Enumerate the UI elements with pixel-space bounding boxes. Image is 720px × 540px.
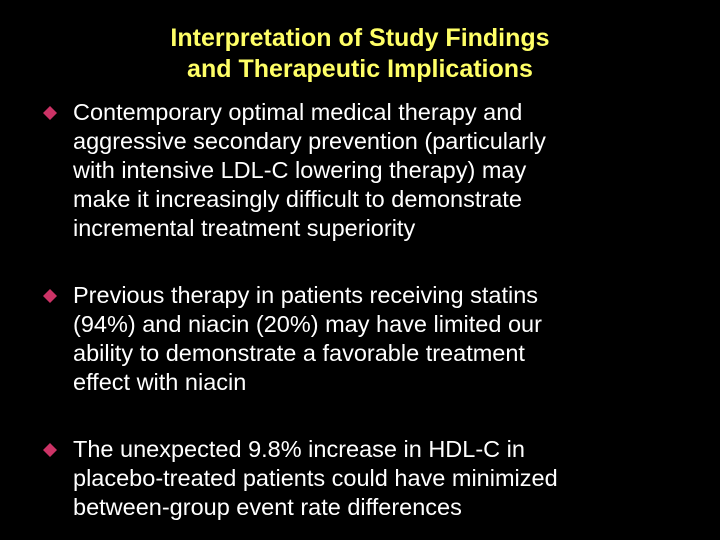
- bullet-text-line: (94%) and niacin (20%) may have limited our: [73, 311, 542, 337]
- diamond-bullet-icon: [43, 106, 57, 120]
- bullet-text-line: effect with niacin: [73, 369, 247, 395]
- bullet-text-line: Contemporary optimal medical therapy and: [73, 99, 523, 125]
- bullet-text-line: ability to demonstrate a favorable treatment: [73, 340, 525, 366]
- slide-title: [40, 23, 680, 85]
- bullet-text-line: between-group event rate differences: [73, 494, 462, 520]
- diamond-bullet-icon: [43, 289, 57, 303]
- bullet-text-line: The unexpected 9.8% increase in HDL-C in: [73, 436, 525, 462]
- bullet-text-line: with intensive LDL-C lowering therapy) may: [73, 157, 527, 183]
- bullet-text-line: placebo-treated patients could have minimized: [73, 465, 558, 491]
- bullet-text-line: Previous therapy in patients receiving statins: [73, 282, 539, 308]
- bullet-item-2: [40, 281, 700, 397]
- bullet-item-3: [40, 435, 700, 522]
- bullet-item-1: [40, 98, 700, 243]
- slide-title-line-2: and Therapeutic Implications: [187, 55, 533, 83]
- diamond-bullet-icon: [43, 443, 57, 457]
- bullet-list: [40, 98, 700, 522]
- slide-title-line-1: Interpretation of Study Findings: [170, 24, 550, 52]
- bullet-text-line: incremental treatment superiority: [73, 215, 416, 241]
- bullet-text-line: aggressive secondary prevention (particularly: [73, 128, 546, 154]
- bullet-text-line: make it increasingly difficult to demonstrate: [73, 186, 522, 212]
